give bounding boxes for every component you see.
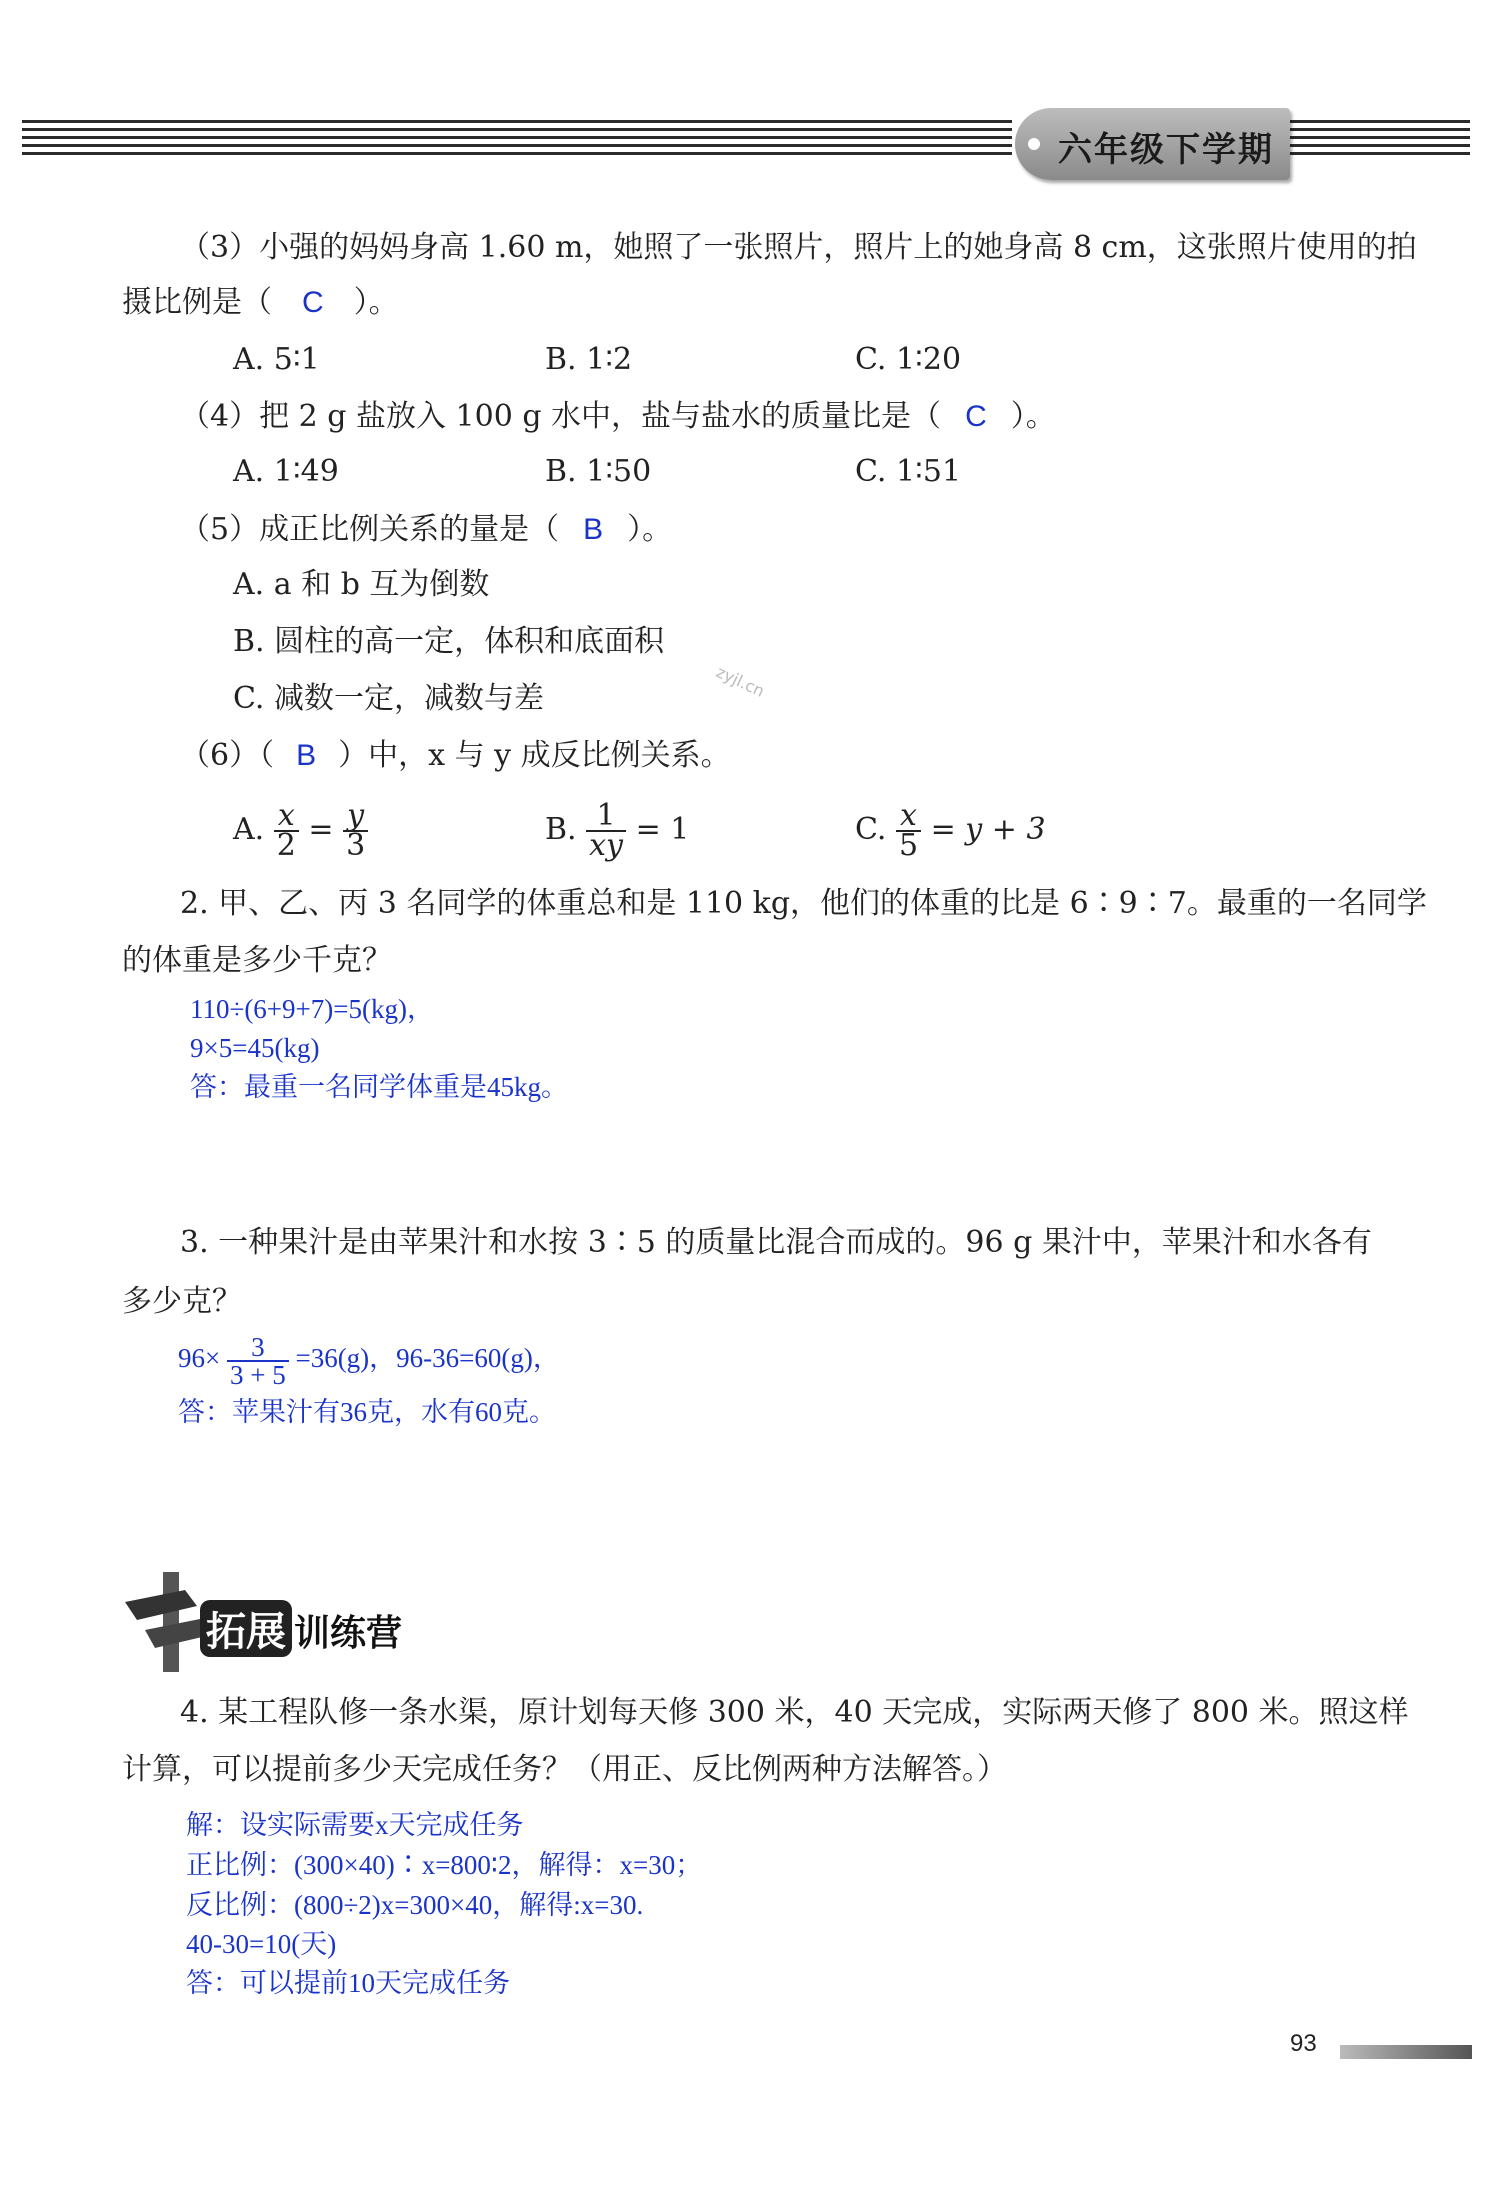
fraction-numerator: x bbox=[274, 802, 299, 832]
q4-stem bbox=[180, 397, 1056, 437]
header-rule-right bbox=[1290, 120, 1470, 164]
fraction-denominator: xy bbox=[589, 828, 624, 863]
watermark: zyjl.cn bbox=[713, 662, 768, 701]
q3-option-a: A. 5∶1 bbox=[233, 342, 320, 377]
p3-solution-pre: 96× bbox=[178, 1343, 221, 1373]
q6-stem-post: ）中，x 与 y 成反比例关系。 bbox=[338, 738, 731, 773]
page-number-bar bbox=[1340, 2045, 1472, 2059]
q5-stem-pre: （5）成正比例关系的量是（ bbox=[180, 512, 560, 547]
q4-option-c: C. 1∶51 bbox=[855, 454, 962, 489]
q6-option-a bbox=[233, 798, 368, 863]
grade-label: 六年级下学期 bbox=[1058, 130, 1274, 170]
fraction-denominator: 2 bbox=[276, 828, 296, 863]
p3-line2: 多少克？ bbox=[122, 1284, 242, 1319]
fraction-denominator: 3 bbox=[346, 828, 366, 863]
q4-stem-pre: （4）把 2 g 盐放入 100 g 水中，盐与盐水的质量比是（ bbox=[180, 399, 942, 434]
q3-option-c: C. 1∶20 bbox=[855, 342, 962, 377]
q3-line1: （3）小强的妈妈身高 1.60 m，她照了一张照片，照片上的她身高 8 cm，这张照片使用的拍 bbox=[180, 230, 1417, 265]
p4-solution-line: 正比例：(300×40)∶x=800∶2，解得：x=30； bbox=[186, 1850, 703, 1880]
fraction-numerator: 3 bbox=[227, 1334, 289, 1362]
q6-option-c-label: C. bbox=[855, 812, 887, 847]
q6-answer: B bbox=[296, 739, 317, 772]
page-number: 93 bbox=[1290, 2030, 1317, 2057]
fraction-denominator: 3 + 5 bbox=[229, 1359, 286, 1390]
p3-line1: 3. 一种果汁是由苹果汁和水按 3∶5 的质量比混合而成的。96 g 果汁中，苹果汁和水各有 bbox=[180, 1225, 1372, 1260]
q5-option-c: C. 减数一定，减数与差 bbox=[233, 681, 544, 716]
q5-option-b: B. 圆柱的高一定，体积和底面积 bbox=[233, 624, 665, 659]
p3-solution-post: =36(g)，96-36=60(g)， bbox=[295, 1343, 560, 1373]
p2-line2: 的体重是多少千克？ bbox=[122, 943, 392, 978]
fraction-numerator: 1 bbox=[586, 802, 626, 832]
q4-option-b: B. 1∶50 bbox=[545, 454, 652, 489]
p3-solution bbox=[178, 1328, 560, 1388]
q3-line2-pre: 摄比例是（ bbox=[122, 285, 272, 320]
p2-solution-line: 9×5=45(kg) bbox=[190, 1033, 320, 1063]
p4-solution-line: 反比例：(800÷2)x=300×40，解得:x=30. bbox=[186, 1890, 644, 1920]
header-rule bbox=[22, 120, 1012, 164]
q6-stem bbox=[180, 736, 731, 776]
q4-option-a: A. 1∶49 bbox=[233, 454, 339, 489]
p2-solution-line: 110÷(6+9+7)=5(kg)， bbox=[190, 994, 434, 1024]
bullet-icon bbox=[1028, 138, 1040, 150]
fraction bbox=[343, 798, 368, 863]
section-title-big: 拓展 bbox=[200, 1600, 292, 1657]
fraction-numerator: x bbox=[896, 802, 921, 832]
fraction bbox=[227, 1331, 289, 1390]
q3-answer: C bbox=[302, 286, 324, 319]
q6-stem-pre: （6）（ bbox=[180, 738, 275, 773]
equation-rest: = y + 3 bbox=[930, 812, 1046, 847]
section-title-small: 训练营 bbox=[294, 1613, 403, 1654]
p4-solution-line: 解：设实际需要x天完成任务 bbox=[186, 1810, 524, 1840]
q3-line2-post: ）。 bbox=[353, 285, 399, 320]
p2-answer-line: 答：最重一名同学体重是45kg。 bbox=[190, 1072, 568, 1102]
q4-stem-post: ）。 bbox=[1010, 399, 1056, 434]
q3-line2 bbox=[122, 283, 399, 323]
equals-sign: = bbox=[308, 812, 334, 847]
fraction-numerator: y bbox=[343, 802, 368, 832]
q5-option-a: A. a 和 b 互为倒数 bbox=[233, 567, 490, 602]
section-title bbox=[200, 1600, 402, 1657]
fraction bbox=[274, 798, 299, 863]
p4-answer-line: 答：可以提前10天完成任务 bbox=[186, 1968, 510, 1998]
q6-option-c bbox=[855, 798, 1046, 863]
p3-answer-line: 答：苹果汁有36克，水有60克。 bbox=[178, 1397, 556, 1427]
equation-rest: = 1 bbox=[635, 812, 690, 847]
q6-option-b-label: B. bbox=[545, 812, 577, 847]
q6-option-b bbox=[545, 798, 690, 863]
p4-solution-line: 40-30=10(天) bbox=[186, 1929, 337, 1959]
fraction bbox=[896, 798, 921, 863]
fraction bbox=[586, 798, 626, 863]
q3-option-b: B. 1∶2 bbox=[545, 342, 633, 377]
q6-option-a-label: A. bbox=[233, 812, 265, 847]
p2-line1: 2. 甲、乙、丙 3 名同学的体重总和是 110 kg，他们的体重的比是 6∶9∶7。最重的一名同学 bbox=[180, 886, 1427, 921]
p4-line2: 计算，可以提前多少天完成任务？（用正、反比例两种方法解答。） bbox=[122, 1752, 1007, 1787]
fraction-denominator: 5 bbox=[898, 828, 919, 863]
q5-stem bbox=[180, 510, 672, 550]
p4-line1: 4. 某工程队修一条水渠，原计划每天修 300 米，40 天完成，实际两天修了 800 米。照这样 bbox=[180, 1695, 1409, 1730]
q4-answer: C bbox=[965, 400, 987, 433]
q5-answer: B bbox=[583, 513, 604, 546]
q5-stem-post: ）。 bbox=[627, 512, 673, 547]
